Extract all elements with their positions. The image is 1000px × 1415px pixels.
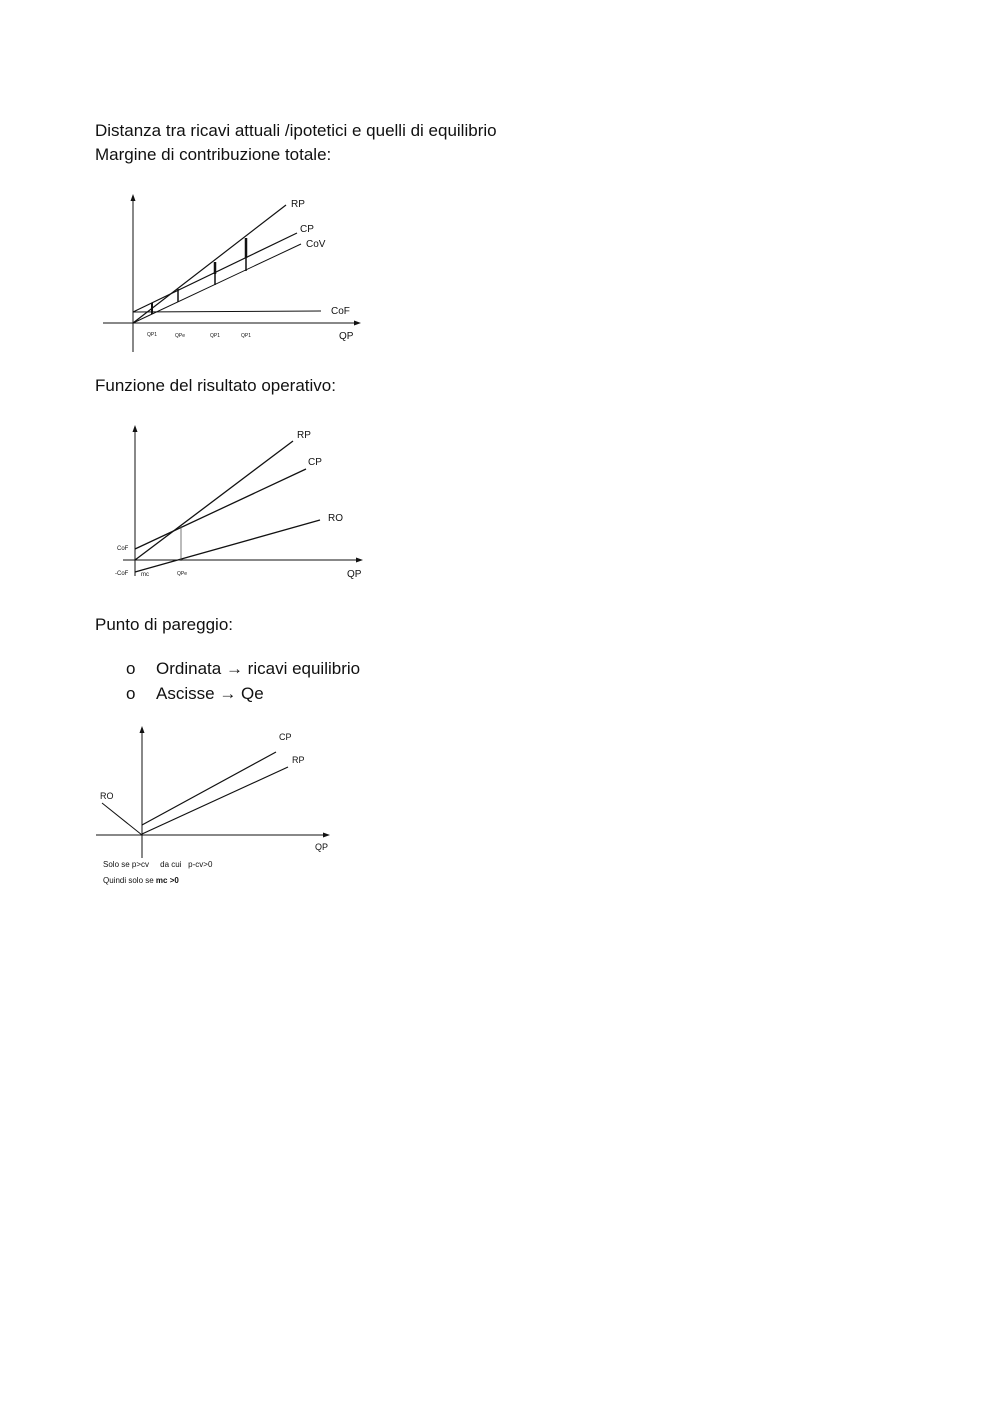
tick-label: QP1 <box>147 332 158 338</box>
cp-line <box>142 752 276 825</box>
ro-label: RO <box>328 513 343 524</box>
ro-line <box>102 803 142 835</box>
mc-label: mc <box>141 572 149 578</box>
qp-label: QP <box>339 331 354 342</box>
cof-line <box>133 311 321 312</box>
cp-line <box>135 469 306 549</box>
bullet-text: Ordinata <box>156 659 222 678</box>
intro-line: Distanza tra ricavi attuali /ipotetici e quelli di equilibrio <box>95 121 497 140</box>
y-axis-arrow <box>133 425 138 432</box>
tick-label: QP1 <box>210 333 221 339</box>
arrow-icon: → <box>225 659 243 678</box>
contribution-margin-diagram <box>95 190 375 360</box>
cp-label: CP <box>308 457 322 468</box>
note-prefix: Quindi solo se <box>103 876 156 885</box>
x-axis-arrow <box>323 833 330 838</box>
note-bold: mc >0 <box>155 876 179 885</box>
y-axis-arrow <box>140 726 145 733</box>
cof-label: CoF <box>117 546 129 552</box>
y-axis-arrow <box>131 194 136 201</box>
bullet-text: ricavi equilibrio <box>247 659 361 678</box>
section-heading-margin: Margine di contribuzione totale: <box>95 145 332 164</box>
section-heading-operating-result: Funzione del risultato operativo: <box>95 376 336 395</box>
ro-line <box>135 520 320 572</box>
x-axis-arrow <box>356 558 363 563</box>
qpe-label: QPe <box>177 571 188 577</box>
neg-cof-label: -CoF <box>115 571 129 577</box>
rp-line <box>135 441 293 560</box>
bullet-marker: o <box>126 684 136 703</box>
tick-label: QP1 <box>241 333 252 339</box>
rp-label: RP <box>291 199 305 210</box>
rp-line <box>133 205 286 323</box>
qp-label: QP <box>347 569 362 580</box>
bullet-text: Qe <box>241 684 264 703</box>
operating-result-diagram <box>105 420 380 590</box>
rp-label: RP <box>292 755 305 765</box>
list-item <box>126 683 264 705</box>
note-line: Solo se p>cv da cui p-cv>0 <box>103 860 213 869</box>
cp-label: CP <box>279 732 292 742</box>
section-heading-break-even: Punto di pareggio: <box>95 615 233 634</box>
ro-label: RO <box>100 791 114 801</box>
x-axis-arrow <box>354 321 361 326</box>
tick-label: QPe <box>175 333 186 339</box>
cov-label: CoV <box>306 239 326 250</box>
arrow-icon: → <box>219 684 237 703</box>
qp-label: QP <box>315 842 329 852</box>
note-line <box>103 876 179 885</box>
rp-label: RP <box>297 430 311 441</box>
break-even-diagram <box>90 722 340 892</box>
cp-label: CP <box>300 224 314 235</box>
rp-line <box>142 767 288 834</box>
bullet-text: Ascisse <box>156 684 215 703</box>
cof-label: CoF <box>331 306 350 317</box>
bullet-marker: o <box>126 659 136 678</box>
list-item <box>126 658 360 680</box>
